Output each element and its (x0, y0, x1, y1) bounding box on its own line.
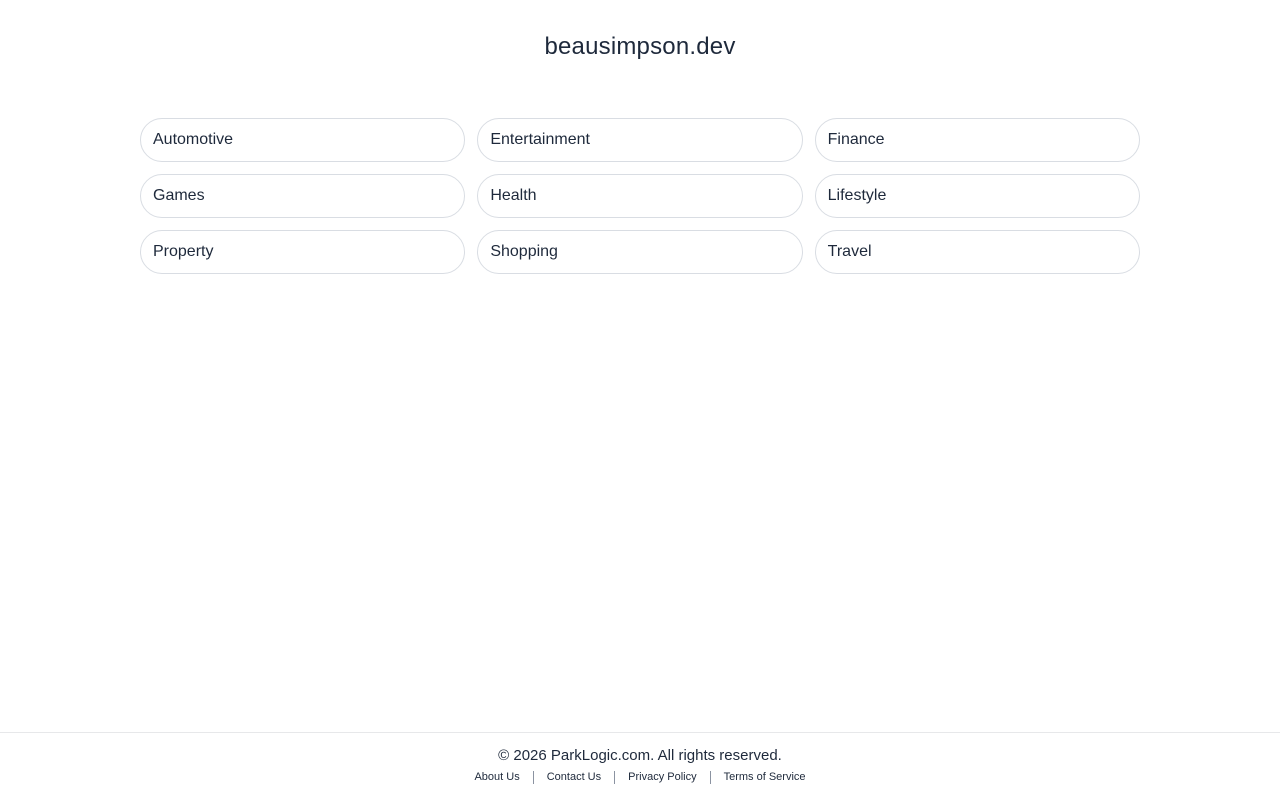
category-button-games[interactable]: Games (140, 174, 465, 218)
footer-links (0, 770, 1280, 785)
category-grid (140, 118, 1140, 274)
page-title: beausimpson.dev (544, 33, 736, 60)
category-button-health[interactable]: Health (477, 174, 802, 218)
header (0, 0, 1280, 61)
category-button-finance[interactable]: Finance (815, 118, 1140, 162)
category-button-shopping[interactable]: Shopping (477, 230, 802, 274)
category-button-entertainment[interactable]: Entertainment (477, 118, 802, 162)
footer-link-privacy-policy[interactable]: Privacy Policy (628, 771, 697, 783)
category-button-travel[interactable]: Travel (815, 230, 1140, 274)
footer-link-divider (533, 771, 534, 784)
copyright-text: © 2026 ParkLogic.com. All rights reserved. (498, 747, 782, 764)
category-button-lifestyle[interactable]: Lifestyle (815, 174, 1140, 218)
footer-link-terms-of-service[interactable]: Terms of Service (723, 771, 806, 783)
footer-link-divider (710, 771, 711, 784)
footer (0, 732, 1280, 800)
footer-link-contact-us[interactable]: Contact Us (546, 771, 602, 783)
footer-link-divider (614, 771, 615, 784)
footer-link-about-us[interactable]: About Us (474, 771, 520, 783)
category-button-automotive[interactable]: Automotive (140, 118, 465, 162)
category-button-property[interactable]: Property (140, 230, 465, 274)
empty-content-area (0, 274, 1280, 732)
